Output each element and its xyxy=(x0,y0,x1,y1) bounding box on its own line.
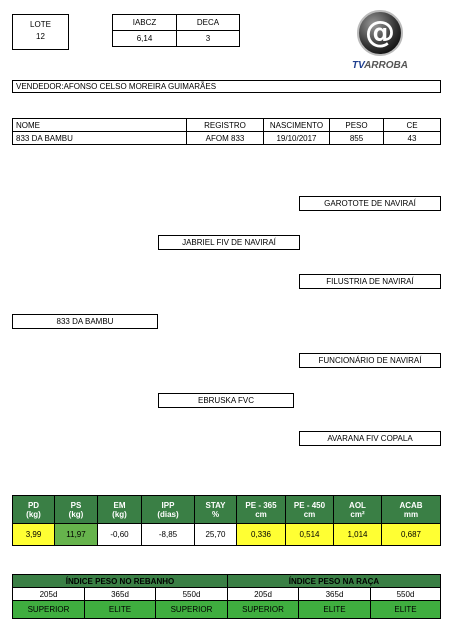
indice-value-rebanho-550: SUPERIOR xyxy=(156,601,228,619)
value-ce: 43 xyxy=(384,132,441,145)
indice-raca-title: ÍNDICE PESO NA RAÇA xyxy=(228,575,441,588)
logo-text-arroba: ARROBA xyxy=(364,60,408,71)
indice-value-raca-205: SUPERIOR xyxy=(228,601,299,619)
period-rebanho-365: 365d xyxy=(85,588,156,601)
dep-value-aol: 1,014 xyxy=(334,524,382,546)
dep-value-acab: 0,687 xyxy=(382,524,441,546)
header-registro: REGISTRO xyxy=(187,119,264,132)
indice-value-raca-365: ELITE xyxy=(299,601,371,619)
dep-header-pe450: PE - 450 cm xyxy=(286,496,334,524)
dep-header-pe365: PE - 365 cm xyxy=(237,496,286,524)
logo-at-icon xyxy=(357,10,403,56)
indices-table xyxy=(12,574,441,619)
lote-box xyxy=(12,14,69,50)
lote-value: 12 xyxy=(36,32,45,41)
dep-header-ipp: IPP (dias) xyxy=(142,496,195,524)
dep-value-stay: 25,70 xyxy=(195,524,237,546)
indice-value-rebanho-365: ELITE xyxy=(85,601,156,619)
value-peso: 855 xyxy=(330,132,384,145)
pedigree-self: 833 DA BAMBU xyxy=(12,314,158,329)
vendedor-box xyxy=(12,80,441,93)
header-nome: NOME xyxy=(13,119,187,132)
dep-value-ipp: -8,85 xyxy=(142,524,195,546)
logo-text-tv: TV xyxy=(352,60,365,71)
tv-arroba-logo xyxy=(345,8,415,74)
vendedor-text: VENDEDOR:AFONSO CELSO MOREIRA GUIMARÃES xyxy=(16,82,217,91)
dep-header-pd: PD (kg) xyxy=(13,496,55,524)
period-rebanho-205: 205d xyxy=(13,588,85,601)
deca-value: 3 xyxy=(177,31,240,47)
period-rebanho-550: 550d xyxy=(156,588,228,601)
indice-value-rebanho-205: SUPERIOR xyxy=(13,601,85,619)
dep-header-aol: AOL cm² xyxy=(334,496,382,524)
iabcz-label: IABCZ xyxy=(113,15,177,31)
logo-text xyxy=(345,60,415,71)
period-raca-550: 550d xyxy=(371,588,441,601)
animal-info-table xyxy=(12,118,441,145)
period-raca-365: 365d xyxy=(299,588,371,601)
pedigree-dam-sire: FUNCIONÁRIO DE NAVIRAÍ xyxy=(299,353,441,368)
pedigree-dam: EBRUSKA FVC xyxy=(158,393,294,408)
dep-value-ps: 11,97 xyxy=(55,524,98,546)
dep-value-pe365: 0,336 xyxy=(237,524,286,546)
dep-header-stay: STAY % xyxy=(195,496,237,524)
header-nascimento: NASCIMENTO xyxy=(264,119,330,132)
pedigree-sire-dam: FILUSTRIA DE NAVIRAÍ xyxy=(299,274,441,289)
value-nome: 833 DA BAMBU xyxy=(13,132,187,145)
value-registro: AFOM 833 xyxy=(187,132,264,145)
period-raca-205: 205d xyxy=(228,588,299,601)
dep-header-em: EM (kg) xyxy=(98,496,142,524)
dep-header-ps: PS (kg) xyxy=(55,496,98,524)
indice-value-raca-550: ELITE xyxy=(371,601,441,619)
deps-table xyxy=(12,495,441,546)
value-nascimento: 19/10/2017 xyxy=(264,132,330,145)
lote-label: LOTE xyxy=(30,20,51,29)
dep-value-pe450: 0,514 xyxy=(286,524,334,546)
dep-value-em: -0,60 xyxy=(98,524,142,546)
iabcz-deca-table xyxy=(112,14,240,47)
dep-value-pd: 3,99 xyxy=(13,524,55,546)
header-ce: CE xyxy=(384,119,441,132)
pedigree-dam-dam: AVARANA FIV COPALA xyxy=(299,431,441,446)
iabcz-value: 6,14 xyxy=(113,31,177,47)
dep-header-acab: ACAB mm xyxy=(382,496,441,524)
deca-label: DECA xyxy=(177,15,240,31)
header-peso: PESO xyxy=(330,119,384,132)
pedigree-sire-sire: GAROTOTE DE NAVIRAÍ xyxy=(299,196,441,211)
pedigree-sire: JABRIEL FIV DE NAVIRAÍ xyxy=(158,235,300,250)
indice-rebanho-title: ÍNDICE PESO NO REBANHO xyxy=(13,575,228,588)
logo-symbol: @ xyxy=(365,15,395,50)
